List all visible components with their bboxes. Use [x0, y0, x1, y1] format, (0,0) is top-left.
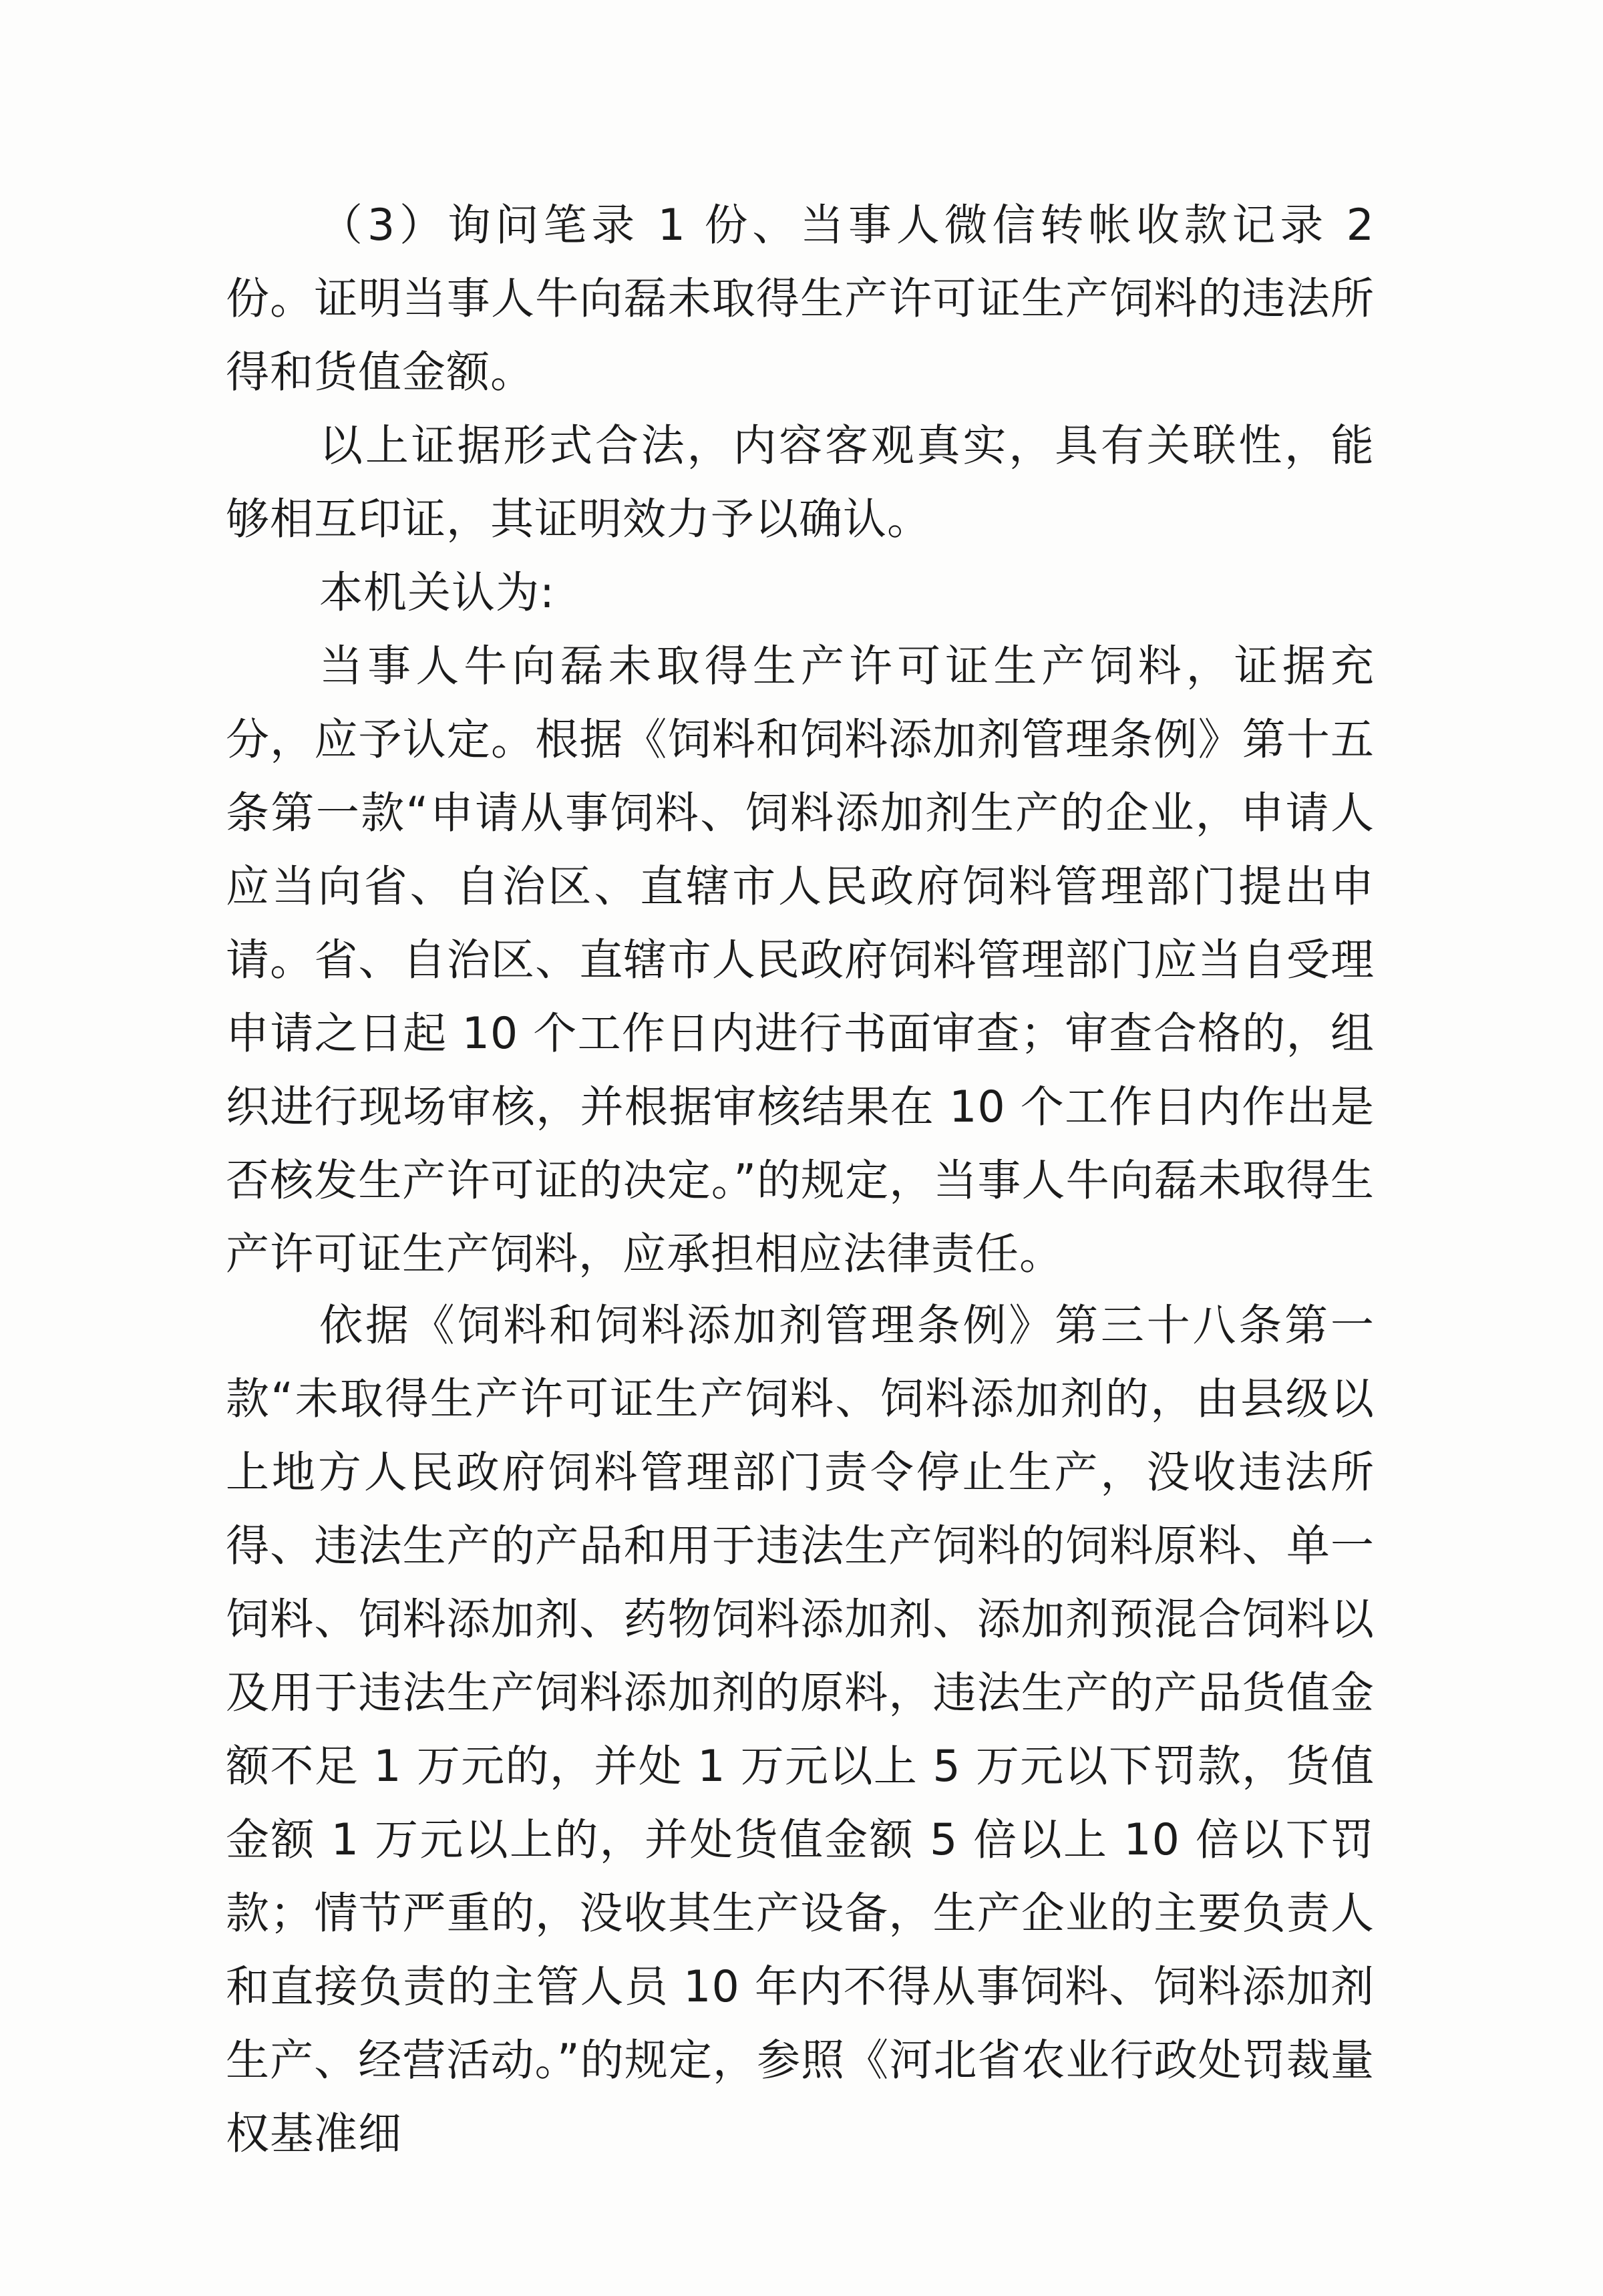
paragraph-evidence-3: （3）询问笔录 1 份、当事人微信转帐收款记录 2 份。证明当事人牛向磊未取得生产许可证生产饲料的违法所得和货值金额。: [226, 200, 1375, 397]
paragraph-finding: 当事人牛向磊未取得生产许可证生产饲料，证据充分，应予认定。根据《饲料和饲料添加剂管理条例》第十五条第一款“申请从事饲料、饲料添加剂生产的企业，申请人应当向省、自治区、直辖市人民政府饲料管理部门提出申请。省、自治区、直辖市人民政府饲料管理部门应当自受理申请之日起 10 个工作日内进行书面审查；审查合格的，组织进行现场审核，并根据审核结果在 10 个工作日内作出是否核发生产许可证的决定。”的规定，当事人牛向磊未取得生产许可证生产饲料，应承担相应法律责任。: [226, 641, 1375, 1279]
paragraph-evidence-confirmation: 以上证据形式合法，内容客观真实，具有关联性，能够相互印证，其证明效力予以确认。: [226, 421, 1375, 544]
paragraph-agency-finding-heading: 本机关认为:: [319, 568, 555, 618]
paragraph-legal-basis: 依据《饲料和饲料添加剂管理条例》第三十八条第一款“未取得生产许可证生产饲料、饲料添加剂的，由县级以上地方人民政府饲料管理部门责令停止生产，没收违法所得、违法生产的产品和用于违法生产饲料的饲料原料、单一饲料、饲料添加剂、药物饲料添加剂、添加剂预混合饲料以及用于违法生产饲料添加剂的原料，违法生产的产品货值金额不足 1 万元的，并处 1 万元以上 5 万元以下罚款，货值金额 1 万元以上的，并处货值金额 5 倍以上 10 倍以下罚款；情节严重的，没收其生产设备，生产企业的主要负责人和直接负责的主管人员 10 年内不得从事饲料、饲料添加剂生产、经营活动。”的规定，参照《河北省农业行政处罚裁量权基准细: [226, 1301, 1375, 2159]
